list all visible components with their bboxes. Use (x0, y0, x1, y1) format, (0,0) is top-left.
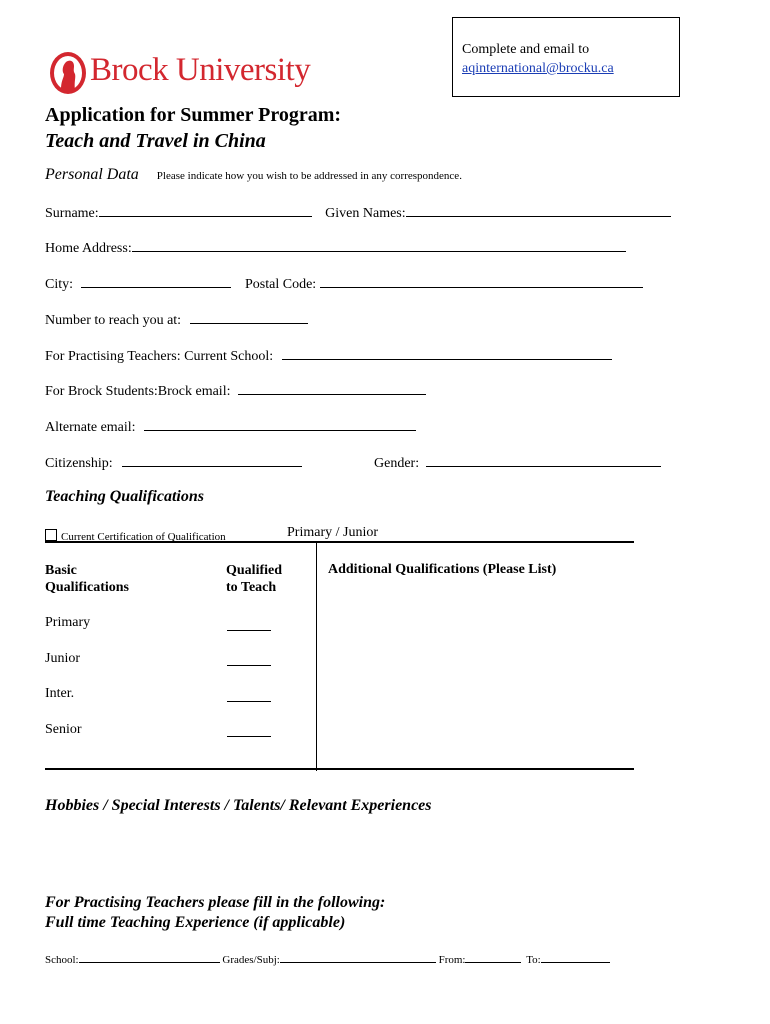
phone-row (45, 309, 308, 329)
phone-field[interactable] (190, 309, 308, 324)
experience-heading-line1: For Practising Teachers please fill in the following: (45, 894, 386, 911)
gender-label: Gender: (374, 456, 420, 471)
alternate-email-row (45, 416, 416, 436)
city-field[interactable] (81, 273, 231, 288)
phone-label: Number to reach you at: (45, 313, 182, 328)
email-link[interactable]: aqinternational@brocku.ca (462, 61, 614, 76)
row-primary-field[interactable] (227, 630, 271, 631)
city-label: City: (45, 277, 74, 292)
school-label: School: (45, 954, 79, 966)
city-row (45, 273, 231, 293)
current-school-label: For Practising Teachers: Current School: (45, 349, 274, 364)
surname-field[interactable] (99, 202, 312, 217)
current-school-field[interactable] (282, 345, 612, 360)
hobbies-area[interactable] (45, 822, 634, 882)
title-line2: Teach and Travel in China (45, 130, 266, 152)
experience-heading-line2: Full time Teaching Experience (if applicable) (45, 914, 346, 931)
home-address-label: Home Address: (45, 241, 132, 256)
col-header-basic-line1: Basic (45, 563, 77, 578)
brand-name: Brock University (90, 52, 311, 88)
from-label: From: (438, 954, 466, 966)
grades-label: Grades/Subj: (222, 954, 280, 966)
col-header-qualified (226, 562, 282, 596)
row-senior-field[interactable] (227, 736, 271, 737)
citizenship-field[interactable] (122, 452, 302, 467)
col-header-basic (45, 562, 129, 596)
col-header-additional: Additional Qualifications (Please List) (328, 562, 557, 577)
title-line1: Application for Summer Program: (45, 104, 342, 126)
page-title (45, 102, 341, 154)
email-instruction-text: Complete and email to (462, 42, 590, 57)
home-address-row (45, 237, 626, 257)
personal-data-note: Please indicate how you wish to be addressed in any correspondence. (156, 170, 462, 182)
given-names-label: Given Names: (325, 206, 406, 221)
alternate-email-label: Alternate email: (45, 420, 136, 435)
personal-data-heading: Personal Data (45, 166, 139, 183)
home-address-field[interactable] (132, 237, 626, 252)
school-field[interactable] (79, 951, 220, 963)
col-header-basic-line2: Qualifications (45, 580, 130, 595)
citizenship-row (45, 452, 302, 472)
experience-row (45, 951, 610, 966)
to-field[interactable] (541, 951, 610, 963)
current-school-row (45, 345, 612, 365)
experience-heading (45, 893, 385, 933)
row-inter-field[interactable] (227, 701, 271, 702)
row-inter-label: Inter. (45, 686, 75, 701)
email-instruction-box (452, 17, 680, 97)
postal-code-label: Postal Code: (245, 277, 317, 292)
alternate-email-field[interactable] (144, 416, 416, 431)
surname-label: Surname: (45, 206, 99, 221)
table-top-rule (45, 541, 634, 543)
citizenship-label: Citizenship: (45, 456, 113, 471)
brock-logo-icon (48, 50, 88, 96)
postal-code-row (245, 273, 643, 293)
gender-row (374, 452, 661, 472)
from-field[interactable] (465, 951, 521, 963)
col-header-qualified-line2: to Teach (226, 580, 277, 595)
grades-field[interactable] (280, 951, 436, 963)
row-senior-label: Senior (45, 722, 82, 737)
qualifications-table (45, 541, 634, 771)
certification-label: Current Certification of Qualification (61, 531, 226, 543)
row-junior-field[interactable] (227, 665, 271, 666)
row-junior-label: Junior (45, 651, 80, 666)
division-label: Primary / Junior (287, 525, 378, 540)
gender-field[interactable] (426, 452, 661, 467)
col-header-qualified-line1: Qualified (226, 563, 283, 578)
row-primary-label: Primary (45, 615, 91, 630)
hobbies-heading: Hobbies / Special Interests / Talents/ Relevant Experiences (45, 797, 432, 814)
brock-email-label: For Brock Students:Brock email: (45, 384, 231, 399)
postal-code-field[interactable] (320, 273, 643, 288)
to-label: To: (526, 954, 541, 966)
brock-email-field[interactable] (238, 380, 426, 395)
table-divider (316, 541, 317, 771)
brock-email-row (45, 380, 426, 400)
table-bottom-rule (45, 768, 634, 770)
given-names-field[interactable] (406, 202, 671, 217)
personal-data-header (45, 166, 462, 184)
brand-logo (48, 50, 348, 98)
certification-checkbox[interactable] (45, 529, 57, 541)
surname-row (45, 202, 671, 222)
teaching-heading: Teaching Qualifications (45, 488, 204, 505)
